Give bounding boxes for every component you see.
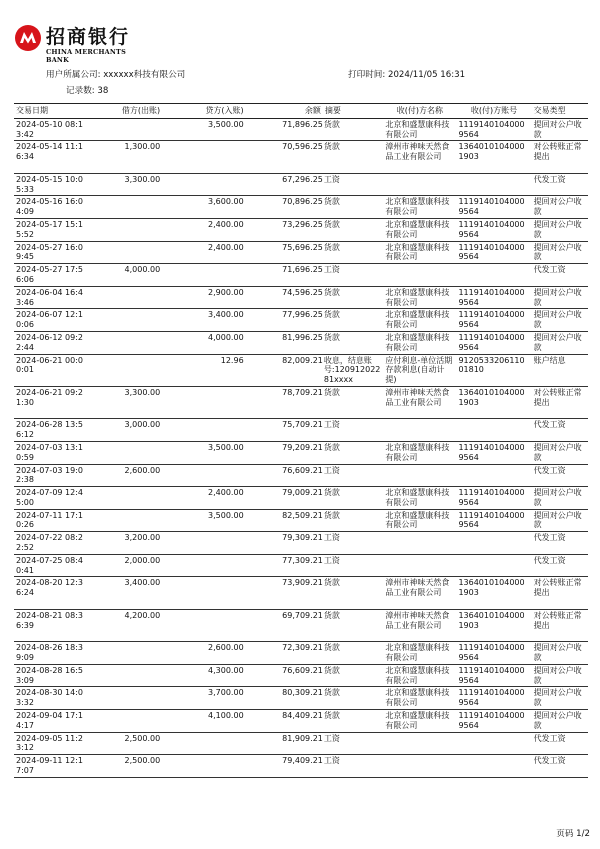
table-row (14, 264, 588, 287)
cell-balance: 71,896.25 (282, 119, 323, 129)
table-row (14, 609, 588, 641)
table-row (14, 664, 588, 687)
cell-summary: 货款 (323, 287, 340, 297)
cell-summary: 货款 (323, 442, 340, 452)
cell-counterparty-account (456, 532, 531, 555)
cell-transaction-type: 代发工资 (533, 420, 566, 430)
col-header-counterparty-name: 收(付)方名称 (383, 104, 456, 119)
table-row (14, 532, 588, 555)
cell-transaction-type: 提回对公户收款 (533, 332, 582, 352)
cell-balance: 78,709.21 (282, 387, 323, 397)
cell-transaction-type: 提回对公户收款 (533, 242, 582, 262)
page-number: 页码 1/2 (556, 829, 590, 839)
cell-counterparty-name: 北京和盛慧康科技有限公司 (385, 197, 450, 217)
cell-counterparty-name: 北京和盛慧康科技有限公司 (385, 332, 450, 352)
cell-balance: 73,909.21 (282, 578, 323, 588)
cell-date: 2024-09-11 12:17:07 (16, 756, 83, 776)
cell-date: 2024-09-04 17:14:17 (16, 711, 83, 730)
record-count: 记录数: 38 (66, 86, 109, 96)
col-header-counterparty-account: 收(付)方账号 (456, 104, 531, 119)
cell-counterparty-account (456, 173, 531, 196)
cell-date: 2024-06-07 12:10:06 (16, 310, 83, 330)
cell-counterparty-name (383, 264, 456, 287)
cell-counterparty-name: 北京和盛慧康科技有限公司 (385, 442, 450, 462)
cell-summary: 货款 (323, 688, 340, 698)
cell-date: 2024-05-27 16:09:45 (16, 242, 83, 262)
cell-balance: 79,209.21 (282, 442, 323, 452)
cell-credit: 3,500.00 (208, 510, 244, 520)
table-row (14, 755, 588, 778)
cell-counterparty-name: 北京和盛慧康科技有限公司 (385, 665, 450, 685)
cell-balance: 79,009.21 (282, 488, 323, 498)
print-time: 打印时间: 2024/11/05 16:31 (348, 70, 466, 80)
cell-balance: 70,596.25 (282, 142, 323, 152)
cell-credit (162, 173, 245, 196)
cell-transaction-type: 账户结息 (533, 355, 566, 365)
cell-credit (162, 554, 245, 577)
cell-transaction-type: 提回对公户收款 (533, 197, 582, 217)
cell-date: 2024-05-15 10:05:33 (16, 174, 83, 194)
cell-balance: 80,309.21 (282, 688, 323, 698)
cell-credit: 12.96 (220, 355, 244, 365)
cell-credit: 3,400.00 (208, 310, 244, 320)
cell-date: 2024-07-09 12:45:00 (16, 488, 83, 507)
cell-debit: 2,500.00 (124, 756, 161, 766)
cell-debit: 3,200.00 (124, 533, 161, 543)
cell-balance: 67,296.25 (282, 174, 323, 184)
cell-debit (91, 642, 162, 665)
cell-summary: 工资 (323, 420, 340, 430)
cell-counterparty-name (383, 464, 456, 487)
cell-date: 2024-08-30 14:03:32 (16, 688, 83, 708)
cell-counterparty-name: 北京和盛慧康科技有限公司 (385, 510, 450, 530)
cell-transaction-type: 代发工资 (533, 465, 566, 475)
cell-summary: 货款 (323, 643, 340, 653)
cell-summary: 货款 (323, 119, 340, 129)
cell-debit (91, 118, 162, 141)
cell-credit (162, 464, 245, 487)
cell-counterparty-name (383, 554, 456, 577)
cell-date: 2024-07-22 08:22:52 (16, 533, 83, 553)
col-header-transaction-type: 交易类型 (532, 104, 588, 119)
cell-counterparty-account: 11191401040009564 (458, 119, 525, 139)
table-row (14, 554, 588, 577)
cell-date: 2024-08-28 16:53:09 (16, 665, 83, 685)
cell-counterparty-account (456, 554, 531, 577)
cell-transaction-type: 代发工资 (533, 733, 566, 743)
table-header-row (14, 104, 588, 119)
cell-date: 2024-08-21 08:36:39 (16, 610, 83, 630)
cell-debit (91, 354, 162, 386)
cell-counterparty-name: 北京和盛慧康科技有限公司 (385, 688, 450, 708)
cell-date: 2024-09-05 11:23:12 (16, 733, 83, 753)
cell-balance: 77,309.21 (282, 555, 323, 565)
cell-balance: 82,009.21 (282, 355, 323, 365)
cell-counterparty-account: 13640101040001903 (458, 387, 525, 407)
cell-credit (162, 264, 245, 287)
cell-counterparty-name (383, 755, 456, 778)
cell-counterparty-name: 北京和盛慧康科技有限公司 (385, 711, 450, 730)
cell-summary: 货款 (323, 665, 340, 675)
cmb-logo-icon (14, 24, 42, 52)
cell-counterparty-name: 漳州市神味天然食品工业有限公司 (385, 578, 450, 598)
cell-counterparty-account: 11191401040009564 (458, 643, 525, 663)
cell-transaction-type: 提回对公户收款 (533, 287, 582, 307)
cell-summary: 货款 (323, 142, 340, 152)
cell-date: 2024-06-21 09:21:30 (16, 387, 83, 407)
cell-debit: 3,300.00 (124, 387, 161, 397)
cell-summary: 货款 (323, 510, 340, 520)
cell-counterparty-name (383, 173, 456, 196)
cell-credit (162, 386, 245, 418)
table-row (14, 487, 588, 510)
cell-summary: 货款 (323, 310, 340, 320)
cell-counterparty-account: 13640101040001903 (458, 610, 525, 630)
cell-summary: 货款 (323, 242, 340, 252)
cell-summary: 货款 (323, 488, 340, 498)
cell-credit (162, 577, 245, 609)
cell-debit (91, 441, 162, 464)
table-row (14, 441, 588, 464)
cell-date: 2024-07-03 13:10:59 (16, 442, 83, 462)
bank-logo (14, 24, 144, 64)
cell-counterparty-account: 11191401040009564 (458, 665, 525, 685)
cell-credit: 2,400.00 (208, 219, 244, 229)
table-row (14, 419, 588, 442)
cell-transaction-type: 提回对公户收款 (533, 688, 582, 708)
cell-debit (91, 331, 162, 354)
cell-transaction-type: 提回对公户收款 (533, 643, 582, 663)
cell-date: 2024-06-28 13:56:12 (16, 420, 83, 440)
cell-debit (91, 687, 162, 710)
cell-credit: 3,700.00 (208, 688, 244, 698)
cell-counterparty-name (383, 419, 456, 442)
table-row (14, 118, 588, 141)
cell-credit (162, 732, 245, 755)
cell-debit (91, 509, 162, 532)
cell-transaction-type: 代发工资 (533, 555, 566, 565)
cell-date: 2024-06-12 09:22:44 (16, 332, 83, 352)
table-row (14, 577, 588, 609)
cell-date: 2024-07-11 17:10:26 (16, 510, 83, 530)
cell-transaction-type: 代发工资 (533, 265, 566, 275)
company-label: 用户所属公司: xxxxxx科技有限公司 (46, 70, 186, 80)
cell-summary: 货款 (323, 332, 340, 342)
cell-transaction-type: 提回对公户收款 (533, 510, 582, 530)
table-row (14, 309, 588, 332)
cell-debit: 2,600.00 (124, 465, 161, 475)
cell-counterparty-account (456, 464, 531, 487)
table-row (14, 464, 588, 487)
cell-balance: 72,309.21 (282, 643, 323, 653)
cell-date: 2024-06-21 00:00:01 (16, 355, 83, 375)
cell-balance: 70,896.25 (282, 197, 323, 207)
cell-counterparty-account: 13640101040001903 (458, 142, 525, 162)
col-header-summary: 摘要 (323, 104, 384, 119)
cell-credit: 3,500.00 (208, 119, 244, 129)
cell-debit (91, 218, 162, 241)
cell-summary: 货款 (323, 219, 340, 229)
cell-summary: 工资 (323, 733, 340, 743)
cell-date: 2024-07-03 19:02:38 (16, 465, 83, 485)
cell-balance: 71,696.25 (282, 265, 323, 275)
cell-credit: 2,400.00 (208, 242, 244, 252)
cell-transaction-type: 对公转账正常提出 (533, 578, 582, 598)
cell-counterparty-account: 11191401040009564 (458, 488, 525, 507)
table-row (14, 286, 588, 309)
cell-counterparty-account: 11191401040009564 (458, 711, 525, 730)
cell-transaction-type: 代发工资 (533, 533, 566, 543)
table-row (14, 386, 588, 418)
cell-balance: 81,909.21 (282, 733, 323, 743)
cell-counterparty-name (383, 532, 456, 555)
cell-counterparty-name: 漳州市神味天然食品工业有限公司 (385, 610, 450, 630)
cell-balance: 75,709.21 (282, 420, 323, 430)
cell-balance: 77,996.25 (282, 310, 323, 320)
cell-summary: 货款 (323, 197, 340, 207)
cell-transaction-type: 提回对公户收款 (533, 119, 582, 139)
cell-debit (91, 309, 162, 332)
cell-summary: 工资 (323, 756, 340, 766)
cell-credit: 4,100.00 (208, 711, 244, 721)
cell-counterparty-name: 北京和盛慧康科技有限公司 (385, 287, 450, 307)
cell-debit: 3,400.00 (124, 578, 161, 588)
cell-credit (162, 532, 245, 555)
cell-counterparty-name: 北京和盛慧康科技有限公司 (385, 219, 450, 239)
cell-balance: 76,609.21 (282, 665, 323, 675)
cell-debit (91, 664, 162, 687)
cell-counterparty-account: 11191401040009564 (458, 219, 525, 239)
cell-counterparty-name: 北京和盛慧康科技有限公司 (385, 119, 450, 139)
cell-counterparty-name: 北京和盛慧康科技有限公司 (385, 643, 450, 663)
cell-balance: 81,996.25 (282, 332, 323, 342)
cell-counterparty-account (456, 419, 531, 442)
cell-balance: 75,696.25 (282, 242, 323, 252)
cell-credit: 3,500.00 (208, 442, 244, 452)
table-row (14, 642, 588, 665)
table-row (14, 241, 588, 264)
table-row (14, 141, 588, 173)
cell-credit (162, 609, 245, 641)
cell-counterparty-account: 13640101040001903 (458, 578, 525, 598)
cell-counterparty-account: 912053320611001810 (458, 355, 525, 375)
cell-summary: 工资 (323, 465, 340, 475)
cell-balance: 79,409.21 (282, 756, 323, 766)
cell-credit: 4,300.00 (208, 665, 244, 675)
cell-balance: 69,709.21 (282, 610, 323, 620)
cell-date: 2024-05-17 15:15:52 (16, 219, 83, 239)
col-header-balance: 余额 (246, 104, 323, 119)
cell-date: 2024-05-27 17:56:06 (16, 265, 83, 284)
cell-counterparty-name: 漳州市神味天然食品工业有限公司 (385, 142, 450, 162)
cell-summary: 货款 (323, 610, 340, 620)
cell-debit: 3,300.00 (124, 174, 161, 184)
cell-counterparty-name: 北京和盛慧康科技有限公司 (385, 488, 450, 507)
cell-counterparty-account: 11191401040009564 (458, 510, 525, 530)
cell-transaction-type: 对公转账正常提出 (533, 142, 582, 162)
table-row (14, 732, 588, 755)
cell-counterparty-account: 11191401040009564 (458, 197, 525, 217)
cell-counterparty-account (456, 755, 531, 778)
cell-transaction-type: 对公转账正常提出 (533, 610, 582, 630)
cell-date: 2024-07-25 08:40:41 (16, 555, 83, 575)
cell-transaction-type: 提回对公户收款 (533, 310, 582, 330)
cell-credit (162, 419, 245, 442)
cell-counterparty-account: 11191401040009564 (458, 442, 525, 462)
cell-debit (91, 196, 162, 219)
cell-credit: 2,600.00 (208, 643, 244, 653)
cell-credit: 2,900.00 (208, 287, 244, 297)
cell-debit (91, 487, 162, 510)
cell-counterparty-account (456, 264, 531, 287)
bank-name-cn: 招商银行 (46, 26, 131, 48)
cell-balance: 82,509.21 (282, 510, 323, 520)
cell-summary: 工资 (323, 174, 340, 184)
cell-debit: 3,000.00 (124, 420, 161, 430)
cell-credit: 3,600.00 (208, 197, 244, 207)
table-row (14, 710, 588, 733)
cell-counterparty-name: 北京和盛慧康科技有限公司 (385, 242, 450, 262)
cell-date: 2024-05-10 08:13:42 (16, 119, 83, 139)
cell-date: 2024-05-16 16:04:09 (16, 197, 83, 217)
cell-counterparty-name: 应付利息-单位活期存款利息(自动计提) (385, 355, 453, 385)
cell-counterparty-account: 11191401040009564 (458, 332, 525, 352)
cell-transaction-type: 提回对公户收款 (533, 665, 582, 685)
cell-balance: 76,609.21 (282, 465, 323, 475)
cell-transaction-type: 对公转账正常提出 (533, 387, 582, 407)
cell-transaction-type: 提回对公户收款 (533, 442, 582, 462)
cell-debit: 2,500.00 (124, 733, 161, 743)
cell-debit (91, 286, 162, 309)
table-row (14, 687, 588, 710)
cell-counterparty-name: 漳州市神味天然食品工业有限公司 (385, 387, 450, 407)
col-header-date: 交易日期 (14, 104, 91, 119)
col-header-credit: 贷方(入账) (162, 104, 245, 119)
cell-summary: 货款 (323, 711, 340, 721)
cell-counterparty-account: 11191401040009564 (458, 242, 525, 262)
cell-summary: 货款 (323, 387, 340, 397)
cell-date: 2024-06-04 16:43:46 (16, 287, 83, 307)
cell-counterparty-account: 11191401040009564 (458, 310, 525, 330)
cell-transaction-type: 代发工资 (533, 174, 566, 184)
cell-summary: 工资 (323, 555, 340, 565)
cell-balance: 84,409.21 (282, 711, 323, 721)
cell-debit (91, 241, 162, 264)
cell-balance: 79,309.21 (282, 533, 323, 543)
table-row (14, 354, 588, 386)
cell-date: 2024-08-26 18:39:09 (16, 643, 83, 663)
cell-debit: 4,200.00 (124, 610, 161, 620)
bank-name-en: CHINA MERCHANTS BANK (46, 48, 126, 64)
cell-counterparty-account: 11191401040009564 (458, 287, 525, 307)
cell-credit (162, 755, 245, 778)
cell-debit: 1,300.00 (124, 142, 161, 152)
table-row (14, 196, 588, 219)
cell-transaction-type: 提回对公户收款 (533, 219, 582, 239)
cell-date: 2024-05-14 11:16:34 (16, 142, 83, 162)
cell-debit: 2,000.00 (124, 555, 161, 565)
cell-balance: 73,296.25 (282, 219, 323, 229)
cell-summary: 工资 (323, 265, 340, 275)
cell-credit (162, 141, 245, 173)
cell-counterparty-name: 北京和盛慧康科技有限公司 (385, 310, 450, 330)
cell-credit: 4,000.00 (208, 332, 244, 342)
cell-transaction-type: 提回对公户收款 (533, 488, 582, 507)
cell-debit (91, 710, 162, 733)
cell-debit: 4,000.00 (124, 265, 161, 275)
cell-summary: 工资 (323, 533, 340, 543)
cell-transaction-type: 提回对公户收款 (533, 711, 582, 730)
cell-balance: 74,596.25 (282, 287, 323, 297)
table-row (14, 218, 588, 241)
transaction-table (14, 103, 588, 778)
table-row (14, 509, 588, 532)
cell-summary: 收息，结息账号:12091202281xxxx (323, 355, 381, 385)
cell-summary: 货款 (323, 578, 340, 588)
cell-counterparty-account: 11191401040009564 (458, 688, 525, 708)
cell-date: 2024-08-20 12:36:24 (16, 578, 83, 598)
cell-counterparty-name (383, 732, 456, 755)
cell-credit: 2,400.00 (208, 488, 244, 498)
table-row (14, 331, 588, 354)
col-header-debit: 借方(出账) (91, 104, 162, 119)
table-row (14, 173, 588, 196)
cell-transaction-type: 代发工资 (533, 756, 566, 766)
cell-counterparty-account (456, 732, 531, 755)
